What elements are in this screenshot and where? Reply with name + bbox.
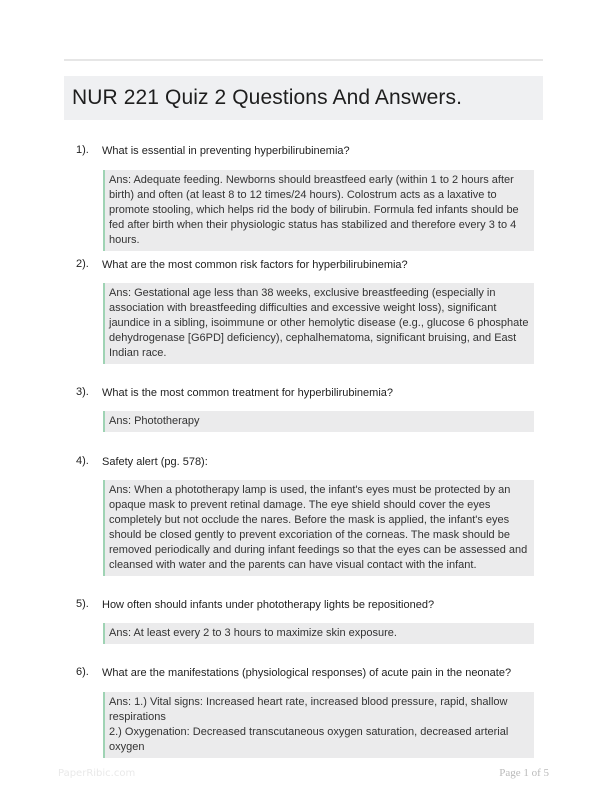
question-number: 3). (76, 386, 89, 398)
answer-box: Ans: Phototherapy (103, 411, 534, 432)
question-number: 5). (76, 598, 89, 610)
question-text: What are the manifestations (physiological responses) of acute pain in the neonate? (102, 667, 512, 679)
question-text: What are the most common risk factors for hyperbilirubinemia? (102, 259, 408, 271)
answer-box: Ans: When a phototherapy lamp is used, the infant's eyes must be protected by an opaque mask to prevent retinal damage. The eye shield should cover the eyes completely but not occlude the nares. Before the mask is applied, the infant's eyes should be closed gently to prevent excoriation of the corneas. The mask should be removed periodically and during infant feedings so that the eyes can be assessed and cleansed with water and the parents can have visual contact with the infant. (103, 480, 534, 576)
answer-line: Ans: 1.) Vital signs: Increased heart rate, increased blood pressure, rapid, shallow respirations (109, 696, 508, 723)
footer-watermark: PaperRibic.com (58, 768, 136, 779)
answer-line: 2.) Oxygenation: Decreased transcutaneous oxygen saturation, decreased arterial oxygen (109, 726, 509, 753)
answer-box: Ans: At least every 2 to 3 hours to maximize skin exposure. (103, 623, 534, 644)
question-text: How often should infants under phototherapy lights be repositioned? (102, 599, 435, 611)
question-number: 6). (76, 666, 89, 678)
answer-box: Ans: Gestational age less than 38 weeks, exclusive breastfeeding (especially in association with breastfeeding difficulties and excessive weight loss), significant jaundice in a sibling, isoimmune or other hemolytic disease (e.g., glucose 6 phosphate dehydrogenase [G6PD] deficiency), cephalhematoma, significant bruising, and East Indian race. (103, 283, 534, 364)
page-indicator: Page 1 of 5 (499, 767, 549, 779)
page-title: NUR 221 Quiz 2 Questions And Answers. (72, 86, 463, 109)
question-number: 1). (76, 144, 89, 156)
title-banner (64, 76, 543, 120)
question-number: 4). (76, 455, 89, 467)
answer-box: Ans: Adequate feeding. Newborns should breastfeed early (within 1 to 2 hours after birth) and often (at least 8 to 12 times/24 hours). Colostrum acts as a laxative to promote stooling, which helps rid the body of bilirubin. Formula fed infants should be fed after birth when their physiologic status has stabilized and therefore every 3 to 4 hours. (103, 170, 534, 251)
top-divider (64, 59, 543, 61)
question-text: What is the most common treatment for hyperbilirubinemia? (102, 387, 394, 399)
question-text: Safety alert (pg. 578): (102, 456, 208, 468)
question-text: What is essential in preventing hyperbilirubinemia? (102, 145, 350, 157)
answer-box (103, 692, 534, 758)
question-number: 2). (76, 258, 89, 270)
